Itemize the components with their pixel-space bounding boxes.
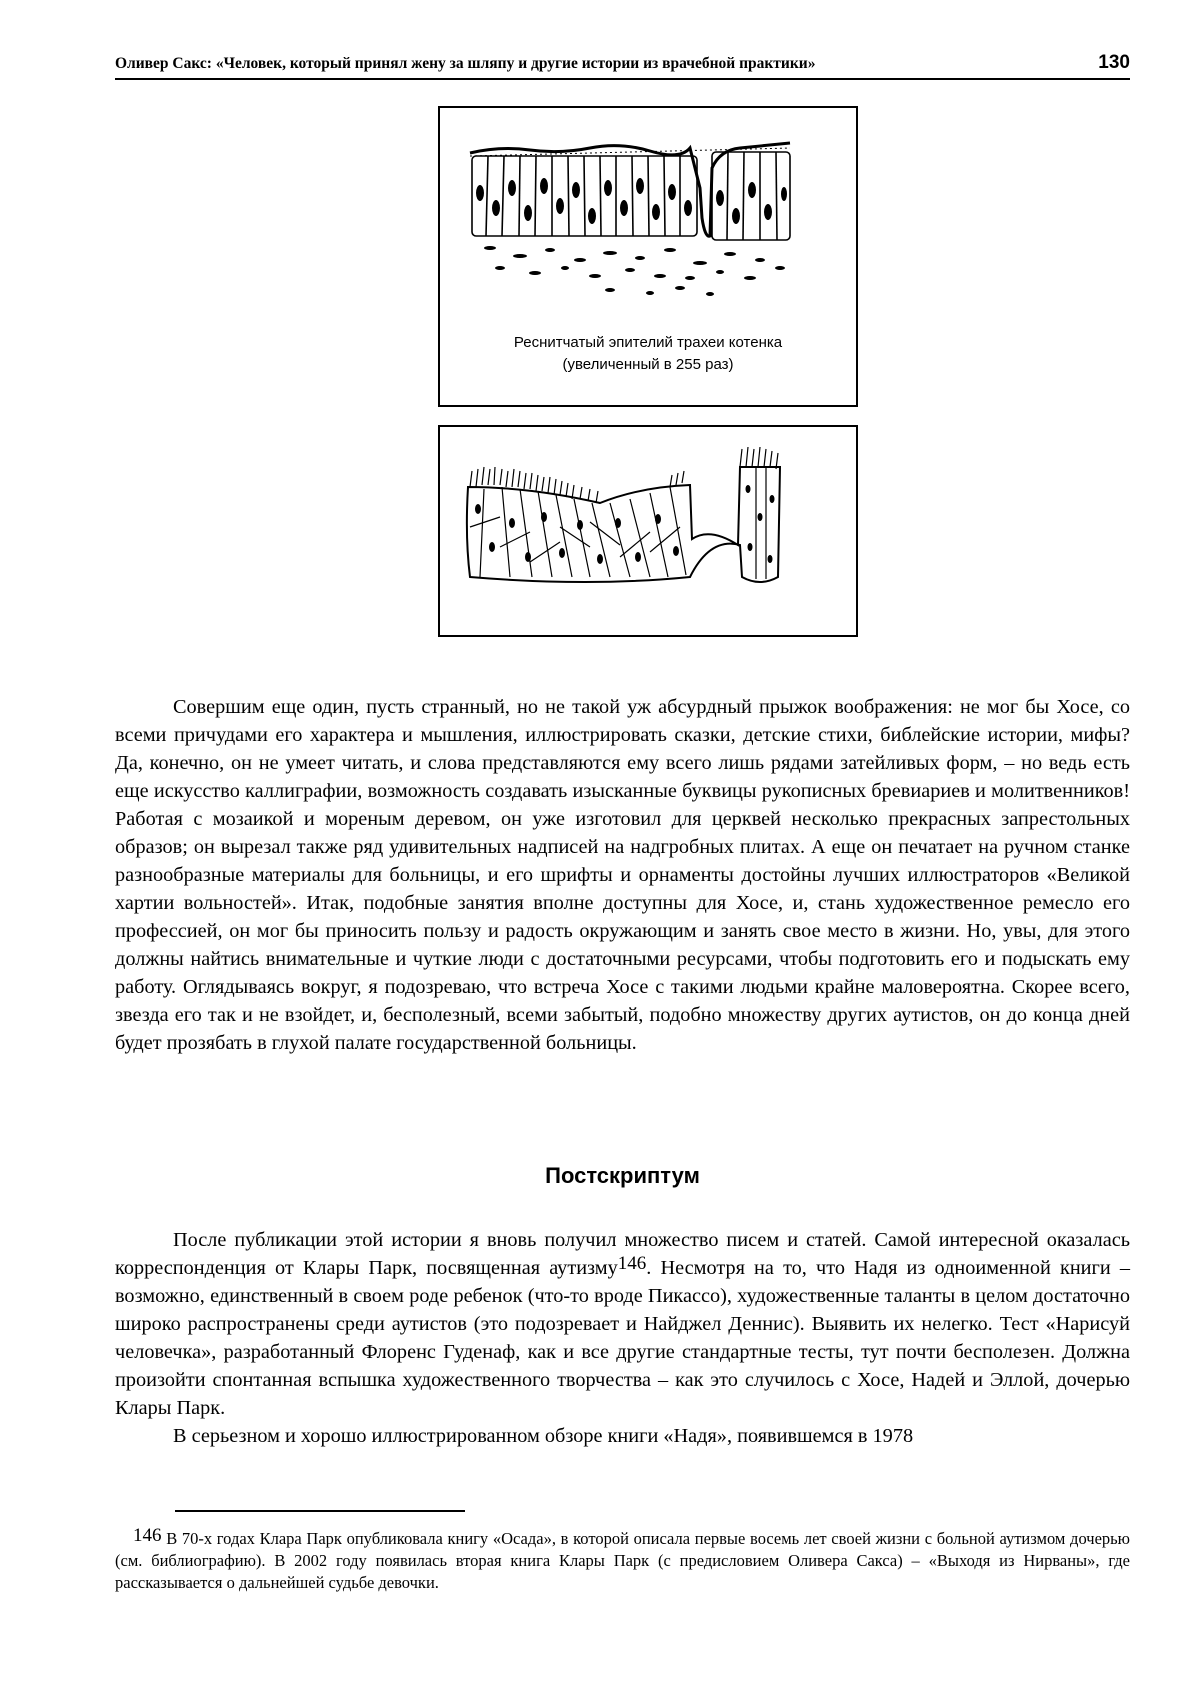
footnote-divider	[175, 1510, 465, 1512]
drawing-illustration	[440, 427, 856, 635]
paragraph-text: . Несмотря на то, что Надя из одноименной книги – возможно, единственный в своем роде ребенок (что-то вроде Пикассо), художественные таланты в целом достаточно широко распространены среди аутистов (это подозревает и Найджел Деннис). Выявить их нелегко. Тест «Нарисуй человечка», разработанный Флоренс Гуденаф, как и все другие стандартные тесты, тут почти бесполезен. Должна произойти спонтанная вспышка художественного творчества – как это случилось с Хосе, Надей и Эллой, дочерью Клары Парк.	[115, 1257, 1130, 1419]
figure-caption-line1: Реснитчатый эпителий трахеи котенка	[513, 334, 783, 351]
paragraph: В серьезном и хорошо иллюстрированном обзоре книги «Надя», появившемся в 1978	[173, 1425, 914, 1447]
running-header	[115, 52, 1130, 80]
running-header-title: Оливер Сакс: «Человек, который принял жену за шляпу и другие истории из врачебной практики»	[115, 55, 816, 72]
paragraph	[115, 1226, 1130, 1422]
page-number: 130	[1098, 52, 1130, 73]
footnote-mark: 146	[133, 1525, 162, 1546]
section-title: Постскриптум	[545, 1163, 700, 1188]
paragraph-text: После публикации этой истории я вновь получил множество писем и статей. Самой интересной оказалась корреспонденция от Клары Парк, посвященная аутизму	[115, 1229, 1130, 1279]
footnote-reference[interactable]: 146	[617, 1253, 647, 1274]
figure-jose-drawing	[438, 425, 858, 637]
postscript-text	[115, 1226, 1130, 1450]
footnote-text: В 70-х годах Клара Парк опубликовала книгу «Осада», в которой описала первые восемь лет своей жизни с больной аутизмом дочерью (см. библиографию). В 2002 году появилась вторая книга Клары Парк (с предисловием Оливера Сакса) – «Выходя из Нирваны», где рассказывается о дальнейшей судьбе девочки.	[115, 1529, 1130, 1592]
paragraph: Совершим еще один, пусть странный, но не такой уж абсурдный прыжок воображения: не мог бы Хосе, со всеми причудами его характера и мышления, иллюстрировать сказки, детские стихи, библейские истории, мифы? Да, конечно, он не умеет читать, и слова представляются ему всего лишь рядами затейливых форм, – но ведь есть еще искусство каллиграфии, возможность создавать изысканные буквицы рукописных бревиариев и молитвенников! Работая с мозаикой и мореным деревом, он уже изготовил для церквей несколько прекрасных запрестольных образов; он вырезал также ряд удивительных надписей на надгробных плитах. А еще он печатает на ручном станке разнообразные материалы для больницы, и его шрифты и орнаменты достойны лучших иллюстраторов «Великой хартии вольностей». Итак, подобные занятия вполне доступны для Хосе, и, стань художественное ремесло его профессией, он мог бы приносить пользу и радость окружающим и занять свое место в жизни. Но, увы, для этого должны найтись внимательные и чуткие люди с достаточными ресурсами, чтобы подготовить его и подыскать ему работу. Оглядываясь вокруг, я подозреваю, что встреча Хосе с такими людьми крайне маловероятна. Скорее всего, звезда его так и не взойдет, и, бесполезный, всеми забытый, подобно множеству других аутистов, он до конца дней будет прозябать в глухой палате государственной больницы.	[115, 696, 1130, 1054]
epithelium-drawing	[440, 108, 856, 338]
figure-ciliated-epithelium	[438, 106, 858, 407]
footnote	[115, 1525, 1130, 1594]
body-text	[115, 693, 1130, 1057]
figure-caption-line2: (увеличенный в 255 раз)	[562, 356, 734, 373]
